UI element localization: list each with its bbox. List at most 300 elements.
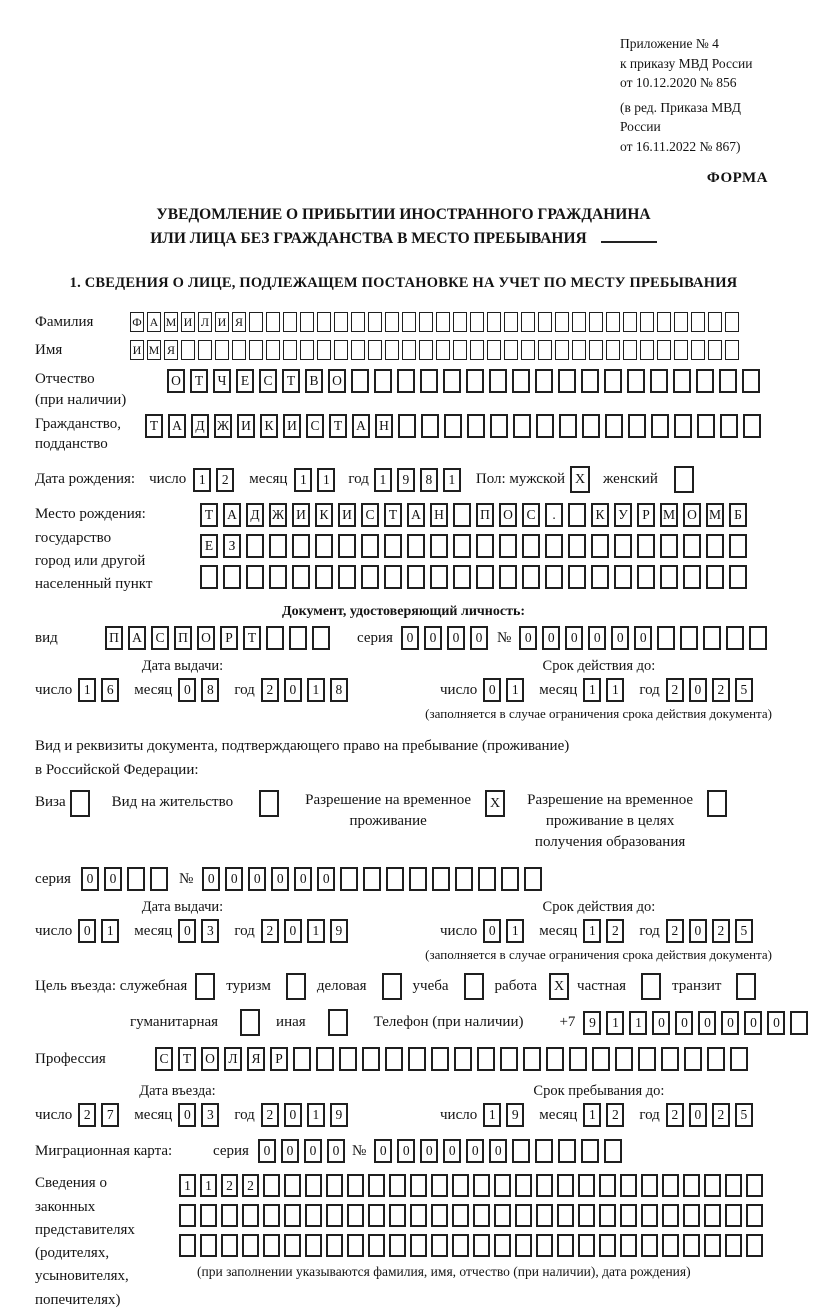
form-cell[interactable]: 1 (307, 1103, 325, 1127)
form-cell[interactable] (432, 867, 450, 891)
form-cell[interactable] (523, 1047, 541, 1071)
form-cell[interactable]: С (522, 503, 540, 527)
form-cell[interactable] (454, 1047, 472, 1071)
form-cell[interactable]: 5 (735, 678, 753, 702)
form-cell[interactable]: 0 (424, 626, 442, 650)
form-cell[interactable]: А (223, 503, 241, 527)
form-cell[interactable] (351, 369, 369, 393)
form-cell[interactable] (340, 867, 358, 891)
form-cell[interactable] (696, 369, 714, 393)
form-cell[interactable] (578, 1174, 595, 1197)
form-cell[interactable] (266, 626, 284, 650)
form-cell[interactable]: 8 (420, 468, 438, 492)
form-cell[interactable]: Л (198, 312, 212, 332)
form-cell[interactable] (604, 1139, 622, 1163)
form-cell[interactable]: 1 (483, 1103, 501, 1127)
form-cell[interactable] (453, 503, 471, 527)
form-cell[interactable] (300, 340, 314, 360)
form-cell[interactable]: Т (384, 503, 402, 527)
form-cell[interactable]: 2 (261, 919, 279, 943)
form-cell[interactable] (467, 414, 485, 438)
form-cell[interactable] (494, 1204, 511, 1227)
temp-residence-checkbox-cell[interactable]: X (485, 790, 505, 817)
form-cell[interactable] (545, 565, 563, 589)
form-cell[interactable]: 0 (284, 1103, 302, 1127)
form-cell[interactable] (374, 369, 392, 393)
form-cell[interactable] (614, 565, 632, 589)
form-cell[interactable] (385, 1047, 403, 1071)
form-cell[interactable] (407, 565, 425, 589)
form-cell[interactable] (347, 1234, 364, 1257)
form-cell[interactable] (623, 340, 637, 360)
form-cell[interactable]: 1 (307, 919, 325, 943)
form-cell[interactable] (725, 1234, 742, 1257)
form-cell[interactable] (651, 414, 669, 438)
form-cell[interactable]: П (105, 626, 123, 650)
form-cell[interactable] (638, 1047, 656, 1071)
form-cell[interactable]: А (128, 626, 146, 650)
form-cell[interactable] (743, 414, 761, 438)
form-cell[interactable]: 0 (611, 626, 629, 650)
form-cell[interactable] (605, 414, 623, 438)
form-cell[interactable] (452, 1174, 469, 1197)
form-cell[interactable]: 2 (666, 678, 684, 702)
form-cell[interactable] (284, 1234, 301, 1257)
form-cell[interactable]: 3 (201, 919, 219, 943)
form-cell[interactable] (494, 1174, 511, 1197)
form-cell[interactable] (504, 340, 518, 360)
form-cell[interactable] (662, 1234, 679, 1257)
form-cell[interactable] (704, 1174, 721, 1197)
form-cell[interactable]: 6 (101, 678, 119, 702)
form-cell[interactable]: М (164, 312, 178, 332)
visa-checkbox-cell[interactable] (70, 790, 90, 817)
purpose-checkbox-cell[interactable] (240, 1009, 260, 1036)
form-cell[interactable] (368, 1234, 385, 1257)
form-cell[interactable] (221, 1204, 238, 1227)
form-cell[interactable]: О (683, 503, 701, 527)
form-cell[interactable]: Т (200, 503, 218, 527)
form-cell[interactable]: 1 (583, 1103, 601, 1127)
form-cell[interactable]: У (614, 503, 632, 527)
form-cell[interactable]: Ч (213, 369, 231, 393)
form-cell[interactable]: Т (329, 414, 347, 438)
form-cell[interactable] (515, 1234, 532, 1257)
form-cell[interactable]: Ж (214, 414, 232, 438)
form-cell[interactable] (657, 340, 671, 360)
form-cell[interactable] (181, 340, 195, 360)
form-cell[interactable] (515, 1204, 532, 1227)
form-cell[interactable]: 1 (200, 1174, 217, 1197)
form-cell[interactable] (361, 565, 379, 589)
form-cell[interactable] (431, 1204, 448, 1227)
form-cell[interactable] (725, 340, 739, 360)
form-cell[interactable] (706, 534, 724, 558)
form-cell[interactable] (315, 565, 333, 589)
form-cell[interactable] (536, 1204, 553, 1227)
form-cell[interactable] (453, 565, 471, 589)
form-cell[interactable] (402, 312, 416, 332)
form-cell[interactable] (606, 312, 620, 332)
form-cell[interactable]: 1 (443, 468, 461, 492)
form-cell[interactable] (263, 1174, 280, 1197)
form-cell[interactable]: 2 (666, 1103, 684, 1127)
form-cell[interactable]: 1 (317, 468, 335, 492)
form-cell[interactable] (640, 312, 654, 332)
form-cell[interactable]: Ф (130, 312, 144, 332)
form-cell[interactable] (407, 534, 425, 558)
form-cell[interactable] (470, 312, 484, 332)
form-cell[interactable]: К (260, 414, 278, 438)
form-cell[interactable]: 0 (304, 1139, 322, 1163)
form-cell[interactable] (661, 1047, 679, 1071)
form-cell[interactable]: С (361, 503, 379, 527)
form-cell[interactable] (674, 312, 688, 332)
form-cell[interactable]: 0 (178, 919, 196, 943)
form-cell[interactable]: И (215, 312, 229, 332)
form-cell[interactable] (538, 340, 552, 360)
form-cell[interactable] (683, 1174, 700, 1197)
form-cell[interactable] (315, 534, 333, 558)
form-cell[interactable]: С (259, 369, 277, 393)
form-cell[interactable]: Я (164, 340, 178, 360)
form-cell[interactable] (266, 340, 280, 360)
form-cell[interactable] (419, 340, 433, 360)
form-cell[interactable] (691, 312, 705, 332)
form-cell[interactable] (522, 565, 540, 589)
form-cell[interactable]: Д (246, 503, 264, 527)
form-cell[interactable]: К (591, 503, 609, 527)
form-cell[interactable] (452, 1204, 469, 1227)
form-cell[interactable] (578, 1204, 595, 1227)
form-cell[interactable]: 1 (374, 468, 392, 492)
form-cell[interactable]: 1 (583, 678, 601, 702)
female-checkbox-cell[interactable] (674, 466, 694, 493)
form-cell[interactable]: П (476, 503, 494, 527)
form-cell[interactable] (232, 340, 246, 360)
form-cell[interactable] (746, 1204, 763, 1227)
form-cell[interactable] (662, 1174, 679, 1197)
form-cell[interactable] (300, 312, 314, 332)
form-cell[interactable] (599, 1174, 616, 1197)
form-cell[interactable] (674, 414, 692, 438)
form-cell[interactable] (473, 1204, 490, 1227)
form-cell[interactable]: 2 (216, 468, 234, 492)
form-cell[interactable]: 2 (666, 919, 684, 943)
form-cell[interactable] (317, 340, 331, 360)
form-cell[interactable] (326, 1204, 343, 1227)
form-cell[interactable] (708, 312, 722, 332)
form-cell[interactable] (704, 1234, 721, 1257)
form-cell[interactable] (269, 565, 287, 589)
form-cell[interactable]: 0 (689, 678, 707, 702)
form-cell[interactable]: 5 (735, 1103, 753, 1127)
form-cell[interactable] (249, 312, 263, 332)
form-cell[interactable] (473, 1174, 490, 1197)
form-cell[interactable] (436, 340, 450, 360)
form-cell[interactable] (569, 1047, 587, 1071)
form-cell[interactable] (339, 1047, 357, 1071)
form-cell[interactable] (430, 534, 448, 558)
form-cell[interactable]: 1 (506, 678, 524, 702)
form-cell[interactable]: Л (224, 1047, 242, 1071)
form-cell[interactable]: О (167, 369, 185, 393)
form-cell[interactable] (500, 1047, 518, 1071)
form-cell[interactable]: 0 (466, 1139, 484, 1163)
form-cell[interactable] (623, 312, 637, 332)
form-cell[interactable] (305, 1174, 322, 1197)
form-cell[interactable] (581, 369, 599, 393)
form-cell[interactable] (749, 626, 767, 650)
form-cell[interactable]: 0 (178, 1103, 196, 1127)
form-cell[interactable] (338, 534, 356, 558)
form-cell[interactable] (179, 1234, 196, 1257)
form-cell[interactable] (555, 340, 569, 360)
form-cell[interactable]: 0 (483, 919, 501, 943)
form-cell[interactable] (628, 414, 646, 438)
form-cell[interactable] (444, 414, 462, 438)
form-cell[interactable] (443, 369, 461, 393)
form-cell[interactable]: 1 (583, 919, 601, 943)
form-cell[interactable]: И (130, 340, 144, 360)
form-cell[interactable] (455, 867, 473, 891)
form-cell[interactable]: 2 (261, 678, 279, 702)
form-cell[interactable] (582, 414, 600, 438)
form-cell[interactable]: 0 (767, 1011, 785, 1035)
form-cell[interactable] (431, 1234, 448, 1257)
form-cell[interactable] (389, 1204, 406, 1227)
form-cell[interactable] (389, 1174, 406, 1197)
form-cell[interactable]: Я (232, 312, 246, 332)
form-cell[interactable]: И (338, 503, 356, 527)
form-cell[interactable]: 0 (634, 626, 652, 650)
form-cell[interactable]: Н (375, 414, 393, 438)
form-cell[interactable]: 1 (307, 678, 325, 702)
form-cell[interactable]: 1 (294, 468, 312, 492)
form-cell[interactable] (558, 369, 576, 393)
form-cell[interactable] (555, 312, 569, 332)
form-cell[interactable]: Е (236, 369, 254, 393)
form-cell[interactable] (368, 312, 382, 332)
form-cell[interactable]: С (155, 1047, 173, 1071)
form-cell[interactable] (499, 534, 517, 558)
purpose-checkbox-cell[interactable] (736, 973, 756, 1000)
form-cell[interactable] (535, 1139, 553, 1163)
form-cell[interactable]: 9 (330, 1103, 348, 1127)
form-cell[interactable]: 2 (712, 1103, 730, 1127)
form-cell[interactable]: И (292, 503, 310, 527)
form-cell[interactable] (704, 1204, 721, 1227)
form-cell[interactable] (589, 340, 603, 360)
form-cell[interactable]: К (315, 503, 333, 527)
form-cell[interactable] (246, 534, 264, 558)
form-cell[interactable] (316, 1047, 334, 1071)
form-cell[interactable] (477, 1047, 495, 1071)
form-cell[interactable]: 0 (744, 1011, 762, 1035)
form-cell[interactable]: 0 (281, 1139, 299, 1163)
form-cell[interactable]: . (545, 503, 563, 527)
form-cell[interactable] (536, 1234, 553, 1257)
form-cell[interactable]: 2 (606, 919, 624, 943)
form-cell[interactable]: 0 (317, 867, 335, 891)
form-cell[interactable] (660, 534, 678, 558)
form-cell[interactable] (742, 369, 760, 393)
form-cell[interactable] (305, 1234, 322, 1257)
form-cell[interactable]: 0 (443, 1139, 461, 1163)
form-cell[interactable] (725, 1204, 742, 1227)
form-cell[interactable]: Т (243, 626, 261, 650)
form-cell[interactable] (351, 340, 365, 360)
form-cell[interactable]: 3 (201, 1103, 219, 1127)
form-cell[interactable] (347, 1174, 364, 1197)
form-cell[interactable] (385, 312, 399, 332)
form-cell[interactable] (637, 565, 655, 589)
form-cell[interactable] (283, 340, 297, 360)
form-cell[interactable]: 0 (652, 1011, 670, 1035)
form-cell[interactable] (691, 340, 705, 360)
form-cell[interactable] (452, 1234, 469, 1257)
form-cell[interactable] (487, 312, 501, 332)
form-cell[interactable] (546, 1047, 564, 1071)
form-cell[interactable]: 0 (689, 1103, 707, 1127)
form-cell[interactable] (150, 867, 168, 891)
form-cell[interactable]: 1 (101, 919, 119, 943)
form-cell[interactable] (515, 1174, 532, 1197)
form-cell[interactable] (680, 626, 698, 650)
form-cell[interactable] (368, 340, 382, 360)
form-cell[interactable] (242, 1234, 259, 1257)
form-cell[interactable] (200, 1204, 217, 1227)
form-cell[interactable]: В (305, 369, 323, 393)
form-cell[interactable]: 1 (606, 1011, 624, 1035)
form-cell[interactable] (522, 534, 540, 558)
form-cell[interactable]: Н (430, 503, 448, 527)
form-cell[interactable] (729, 565, 747, 589)
form-cell[interactable]: А (168, 414, 186, 438)
form-cell[interactable] (568, 565, 586, 589)
form-cell[interactable] (581, 1139, 599, 1163)
form-cell[interactable] (674, 340, 688, 360)
form-cell[interactable]: 0 (225, 867, 243, 891)
form-cell[interactable] (726, 626, 744, 650)
form-cell[interactable] (263, 1234, 280, 1257)
form-cell[interactable]: 0 (284, 919, 302, 943)
form-cell[interactable]: 2 (606, 1103, 624, 1127)
form-cell[interactable]: 0 (178, 678, 196, 702)
form-cell[interactable] (410, 1204, 427, 1227)
form-cell[interactable] (334, 340, 348, 360)
form-cell[interactable] (200, 1234, 217, 1257)
form-cell[interactable] (673, 369, 691, 393)
form-cell[interactable]: 0 (721, 1011, 739, 1035)
form-cell[interactable] (402, 340, 416, 360)
form-cell[interactable]: Б (729, 503, 747, 527)
form-cell[interactable] (599, 1204, 616, 1227)
form-cell[interactable] (719, 369, 737, 393)
form-cell[interactable] (326, 1174, 343, 1197)
form-cell[interactable]: 9 (583, 1011, 601, 1035)
form-cell[interactable]: 2 (78, 1103, 96, 1127)
form-cell[interactable]: 0 (588, 626, 606, 650)
form-cell[interactable] (431, 1047, 449, 1071)
form-cell[interactable]: 5 (735, 919, 753, 943)
form-cell[interactable]: 0 (698, 1011, 716, 1035)
form-cell[interactable]: 2 (712, 678, 730, 702)
form-cell[interactable] (620, 1174, 637, 1197)
form-cell[interactable]: 0 (284, 678, 302, 702)
form-cell[interactable] (283, 312, 297, 332)
form-cell[interactable] (650, 369, 668, 393)
form-cell[interactable]: И (237, 414, 255, 438)
form-cell[interactable] (657, 626, 675, 650)
form-cell[interactable] (572, 340, 586, 360)
form-cell[interactable]: 2 (221, 1174, 238, 1197)
form-cell[interactable] (512, 369, 530, 393)
form-cell[interactable] (568, 534, 586, 558)
purpose-checkbox-cell[interactable]: X (549, 973, 569, 1000)
form-cell[interactable] (215, 340, 229, 360)
form-cell[interactable] (536, 1174, 553, 1197)
form-cell[interactable] (746, 1234, 763, 1257)
form-cell[interactable] (398, 414, 416, 438)
form-cell[interactable] (431, 1174, 448, 1197)
form-cell[interactable] (524, 867, 542, 891)
form-cell[interactable] (419, 312, 433, 332)
form-cell[interactable] (198, 340, 212, 360)
form-cell[interactable] (683, 534, 701, 558)
form-cell[interactable]: 0 (447, 626, 465, 650)
form-cell[interactable] (572, 312, 586, 332)
form-cell[interactable]: 0 (675, 1011, 693, 1035)
form-cell[interactable] (557, 1174, 574, 1197)
form-cell[interactable] (430, 565, 448, 589)
form-cell[interactable] (293, 1047, 311, 1071)
form-cell[interactable] (521, 340, 535, 360)
form-cell[interactable] (489, 369, 507, 393)
form-cell[interactable] (326, 1234, 343, 1257)
form-cell[interactable]: 0 (489, 1139, 507, 1163)
form-cell[interactable]: Я (247, 1047, 265, 1071)
form-cell[interactable] (591, 534, 609, 558)
form-cell[interactable]: А (147, 312, 161, 332)
form-cell[interactable]: 0 (294, 867, 312, 891)
form-cell[interactable] (269, 534, 287, 558)
form-cell[interactable] (223, 565, 241, 589)
form-cell[interactable] (545, 534, 563, 558)
form-cell[interactable] (266, 312, 280, 332)
form-cell[interactable] (620, 1204, 637, 1227)
form-cell[interactable] (317, 312, 331, 332)
form-cell[interactable]: П (174, 626, 192, 650)
form-cell[interactable]: И (181, 312, 195, 332)
form-cell[interactable] (408, 1047, 426, 1071)
form-cell[interactable] (637, 534, 655, 558)
form-cell[interactable]: 1 (193, 468, 211, 492)
form-cell[interactable] (368, 1204, 385, 1227)
form-cell[interactable] (397, 369, 415, 393)
form-cell[interactable] (725, 312, 739, 332)
form-cell[interactable] (453, 534, 471, 558)
form-cell[interactable] (657, 312, 671, 332)
form-cell[interactable] (389, 1234, 406, 1257)
form-cell[interactable]: Т (145, 414, 163, 438)
form-cell[interactable] (478, 867, 496, 891)
form-cell[interactable] (473, 1234, 490, 1257)
form-cell[interactable]: 0 (202, 867, 220, 891)
form-cell[interactable] (790, 1011, 808, 1035)
form-cell[interactable] (683, 565, 701, 589)
form-cell[interactable] (538, 312, 552, 332)
